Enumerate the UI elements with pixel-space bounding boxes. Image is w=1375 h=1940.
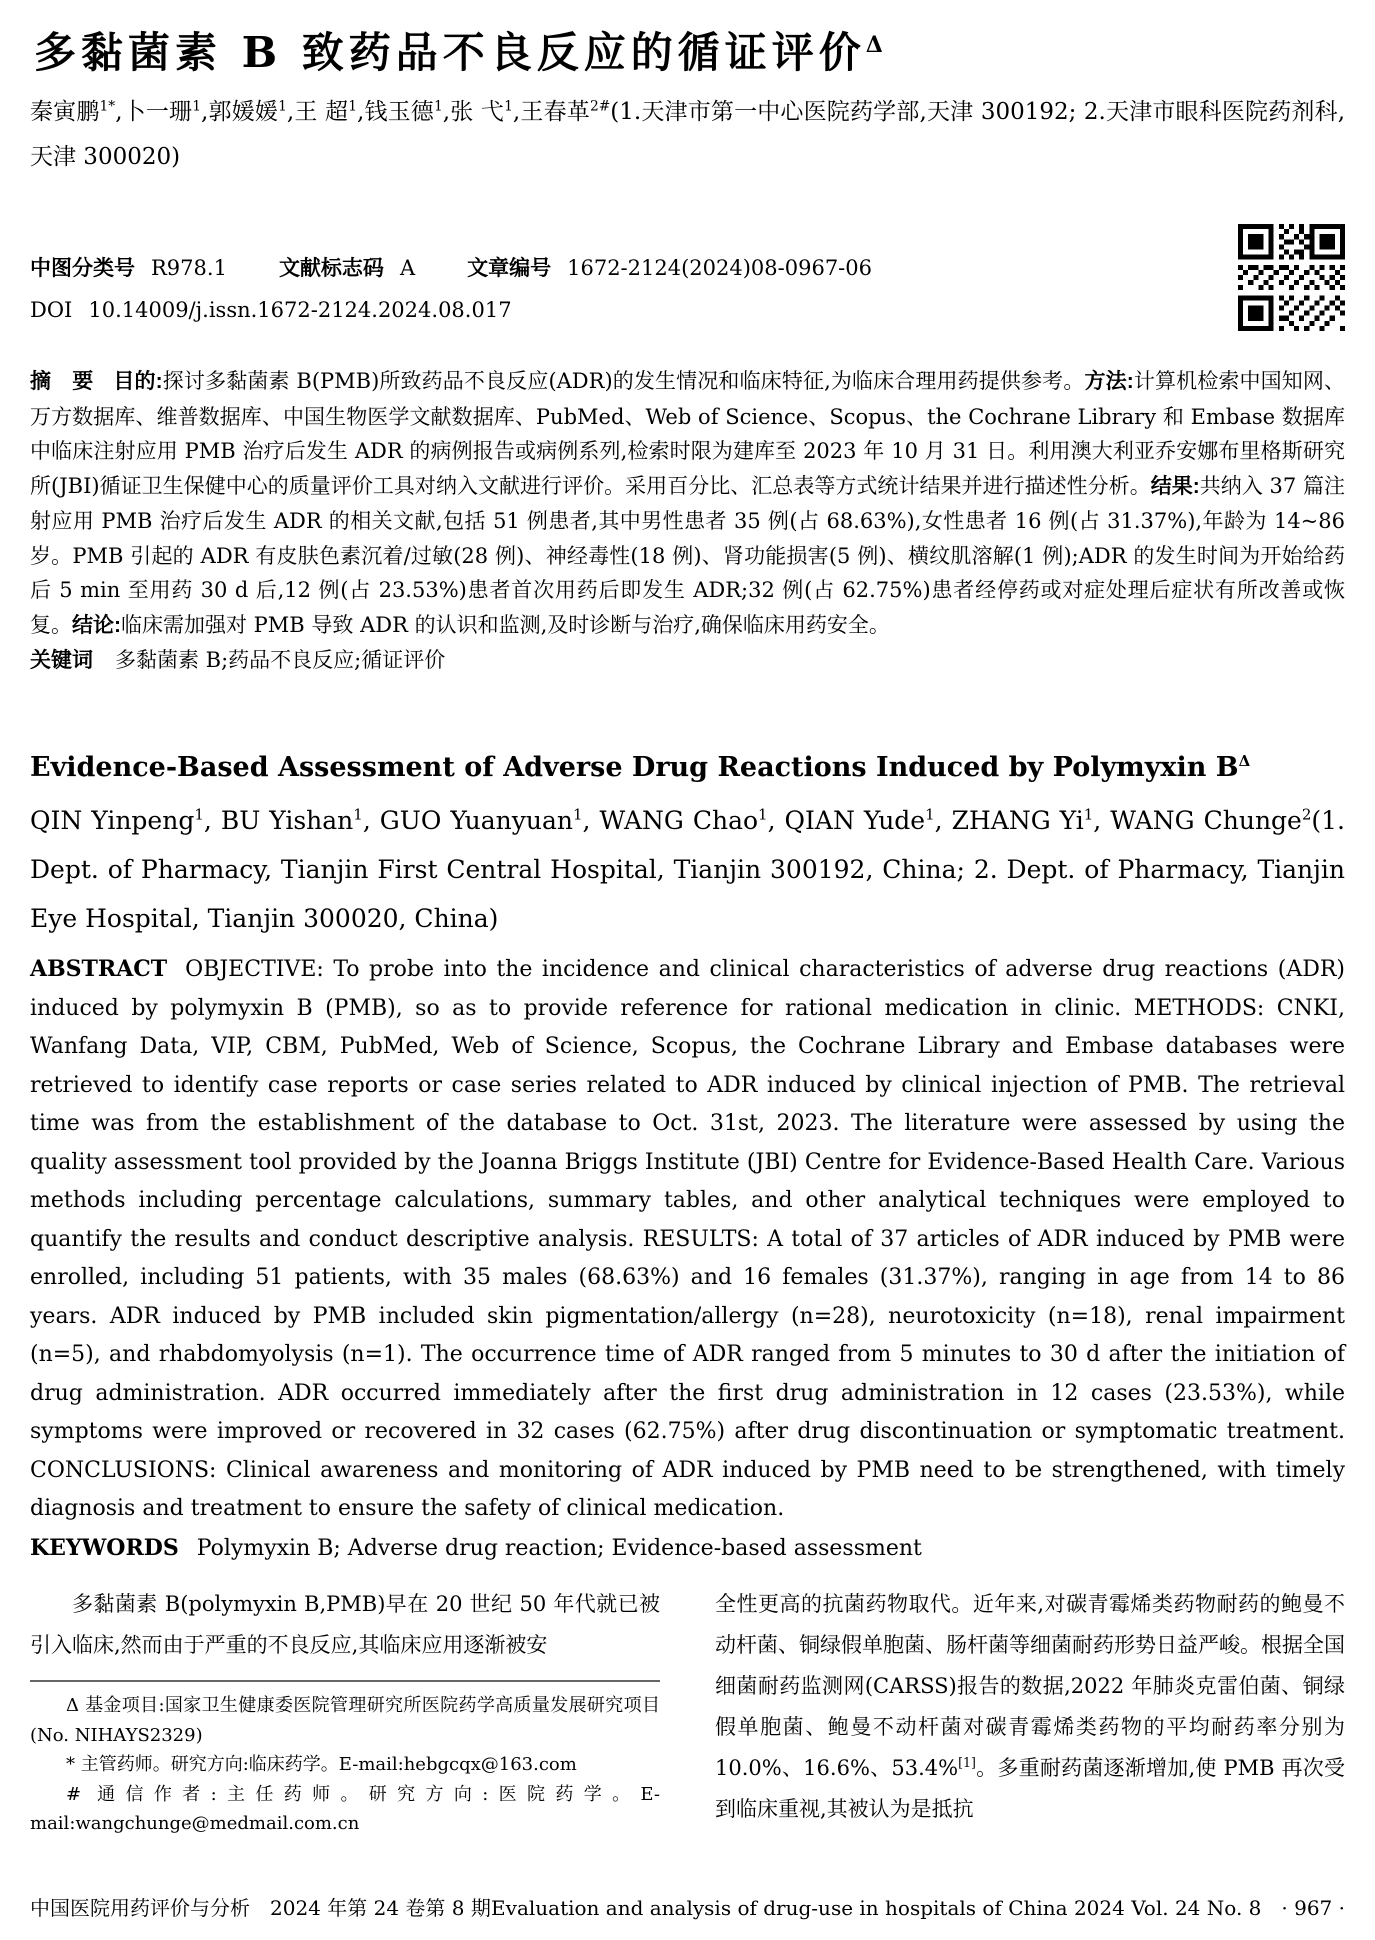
article-title-cn-text: 多黏菌素 B 致药品不良反应的循证评价 [34,28,866,77]
abstract-cn [30,364,1345,643]
body-paragraph-right: 全性更高的抗菌药物取代。近年来,对碳青霉烯类药物耐药的鲍曼不动杆菌、铜绿假单胞菌、肠杆菌等细菌耐药形势日益严峻。根据全国细菌耐药监测网(CARSS)报告的数据,2022 年肺炎克雷伯菌、铜绿假单胞菌、鲍曼不动杆菌对碳青霉烯类药物的平均耐药率分别为 10.0%、16.6%、53.4%[1]。多重耐药菌逐渐增加,使 PMB 再次受到临床重视,其被认为是抵抗 [715,1592,1345,1821]
doi-label: DOI [30,298,73,322]
footnote-corresponding-author: # 通信作者:主任药师。研究方向:医院药学。E-mail:wangchunge@medmail.com.cn [30,1783,660,1834]
title-en-fund-marker: Δ [1238,752,1251,770]
keywords-cn [30,643,1345,679]
abstract-en-block [30,950,1345,1568]
authors-affiliations-cn: 秦寅鹏$^{1*}$,卜一珊$^1$,郭媛媛$^1$,王 超$^1$,钱玉德$^1$,张 弋$^1$,王春革$^{2\#}$(1.天津市第一中心医院药学部,天津 300192; 2.天津市眼科医院药剂科,天津 300020) [30,98,1346,170]
article-title-en-text: Evidence-Based Assessment of Adverse Drug Reactions Induced by Polymyxin B [30,752,1239,783]
footer-journal-en-page: Evaluation and analysis of drug-use in hospitals of China 2024 Vol. 24 No. 8 · 967 · [491,1896,1345,1920]
doc-code-label: 文献标志码 [278,257,384,280]
body-columns [30,1584,1345,1839]
footnote-fund: Δ 基金项目:国家卫生健康委医院管理研究所医院药学高质量发展研究项目(No. NIHAYS2329) [30,1695,660,1746]
abstract-cn-label: 摘 要 [30,370,94,393]
qr-code-graphic [1238,224,1345,331]
page-footer [30,1892,1345,1921]
article-no-value: 1672-2124(2024)08-0967-06 [567,256,872,280]
keywords-cn-label: 关键词 [30,649,93,672]
meta-line [30,252,924,282]
right-column [715,1584,1345,1839]
abstract-cn-text: 目的:探讨多黏菌素 B(PMB)所致药品不良反应(ADR)的发生情况和临床特征,为临床合理用药提供参考。方法:计算机检索中国知网、万方数据库、维普数据库、中国生物医学文献数据库、PubMed、Web of Science、Scopus、the Cochrane Library 和 Embase 数据库中临床注射应用 PMB 治疗后发生 ADR 的病例报告或病例系列,检索时限为建库至 2023 年 10 月 31 日。利用澳大利亚乔安娜布里格斯研究所(JBI)循证卫生保健中心的质量评价工具对纳入文献进行评价。采用百分比、汇总表等方式统计结果并进行描述性分析。结果:共纳入 37 篇注射应用 PMB 治疗后发生 ADR 的相关文献,包括 51 例患者,其中男性患者 35 例(占 68.63%),女性患者 16 例(占 31.37%),年龄为 14~86 岁。PMB 引起的 ADR 有皮肤色素沉着/过敏(28 例)、神经毒性(18 例)、肾功能损害(5 例)、横纹肌溶解(1 例);ADR 的发生时间为开始给药后 5 min 至用药 30 d 后,12 例(占 23.53%)患者首次用药后即发生 ADR;32 例(占 62.75%)患者经停药或对症处理后症状有所改善或恢复。结论:临床需加强对 PMB 导致 ADR 的认识和监测,及时诊断与治疗,确保临床用药安全。 [30,369,1346,637]
abstract-cn-block [30,364,1345,679]
title-fund-marker: Δ [865,32,888,58]
keywords-en-text: Polymyxin B; Adverse drug reaction; Evidence-based assessment [196,1535,922,1561]
article-no-label: 文章编号 [467,257,552,280]
article-title-en [30,752,1250,783]
qr-code [1238,224,1345,331]
doc-code-value: A [399,256,416,280]
keywords-en [30,1529,1345,1569]
authors-affiliations-en: QIN Yinpeng$^1$, BU Yishan$^1$, GUO Yuanyuan$^1$, WANG Chao$^1$, QIAN Yude$^1$, ZHANG Yi$^1$, WANG Chunge$^2$(1. Dept. of Pharmacy, Tianjin First Central Hospital, Tianjin 300192, China; 2. Dept. of Pharmacy, Tianjin Eye Hospital, Tianjin 300020, China) [30,805,1345,933]
footnote-first-author: * 主管药师。研究方向:临床药学。E-mail:hebgcqx@163.com [66,1754,577,1775]
keywords-cn-text: 多黏菌素 B;药品不良反应;循证评价 [115,648,446,672]
abstract-en [30,950,1345,1529]
footnote-divider [30,1680,660,1682]
doi-value: 10.14009/j.issn.1672-2124.2024.08.017 [88,298,512,322]
footnotes [30,1691,660,1839]
footer-journal-cn: 中国医院用药评价与分析 2024 年第 24 卷第 8 期 [30,1896,491,1920]
keywords-en-label: KEYWORDS [30,1534,179,1561]
clc-label: 中图分类号 [30,257,135,280]
abstract-en-label: ABSTRACT [30,956,168,982]
body-paragraph-left: 多黏菌素 B(polymyxin B,PMB)早在 20 世纪 50 年代就已被引入临床,然而由于严重的不良反应,其临床应用逐渐被安 [30,1592,660,1657]
abstract-en-text: OBJECTIVE: To probe into the incidence and clinical characteristics of adverse drug reactions (ADR) induced by polymyxin B (PMB), so as to provide reference for rational medication in clinic. METHODS: CNKI, Wanfang Data, VIP, CBM, PubMed, Web of Science, Scopus, the Cochrane Library and Embase databases were retrieved to identify case reports or case series related to ADR induced by clinical injection of PMB. The retrieval time was from the establishment of the database to Oct. 31st, 2023. The literature were assessed by using the quality assessment tool provided by the Joanna Briggs Institute (JBI) Centre for Evidence-Based Health Care. Various methods including percentage calculations, summary tables, and other analytical techniques were employed to quantify the results and conduct descriptive analysis. RESULTS: A total of 37 articles of ADR induced by PMB were enrolled, including 51 patients, with 35 males (68.63%) and 16 females (31.37%), ranging in age from 14 to 86 years. ADR induced by PMB included skin pigmentation/allergy (n=28), neurotoxicity (n=18), renal impairment (n=5), and rhabdomyolysis (n=1). The occurrence time of ADR ranged from 5 minutes to 30 d after the initiation of drug administration. ADR occurred immediately after the first drug administration in 12 cases (23.53%), while symptoms were improved or recovered in 32 cases (62.75%) after drug discontinuation or symptomatic treatment. CONCLUSIONS: Clinical awareness and monitoring of ADR induced by PMB need to be strengthened, with timely diagnosis and treatment to ensure the safety of clinical medication. [30,957,1345,1521]
article-title-cn [34,20,888,80]
doi-line [30,298,512,322]
left-column [30,1584,660,1839]
clc-value: R978.1 [151,256,227,280]
